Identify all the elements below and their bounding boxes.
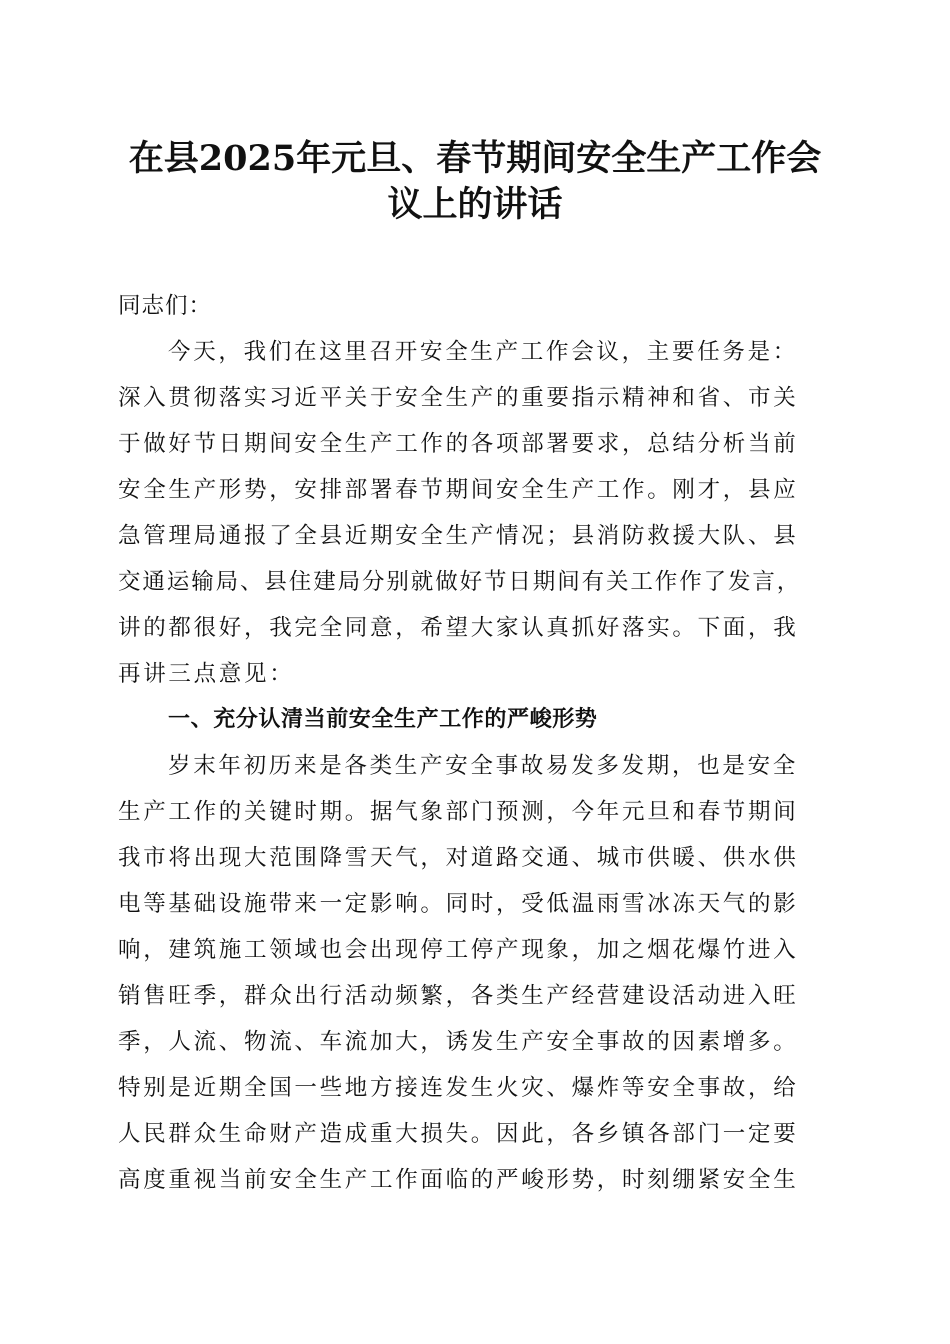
- paragraph-line: 电等基础设施带来一定影响。同时，受低温雨雪冰冻天气的影: [118, 891, 799, 917]
- document-body: [118, 283, 834, 1203]
- paragraph-line: 人民群众生命财产造成重大损失。因此，各乡镇各部门一定要: [118, 1121, 799, 1147]
- paragraph-line: 生产工作的关键时期。据气象部门预测，今年元旦和春节期间: [118, 799, 799, 825]
- paragraph-line: 响，建筑施工领域也会出现停工停产现象，加之烟花爆竹进入: [118, 937, 799, 963]
- title-line-1: 在县2025年元旦、春节期间安全生产工作会: [128, 138, 822, 179]
- paragraph-line: 高度重视当前安全生产工作面临的严峻形势，时刻绷紧安全生: [118, 1167, 799, 1193]
- paragraph-line: 讲的都很好，我完全同意，希望大家认真抓好落实。下面，我: [118, 615, 799, 641]
- paragraph-line: 安全生产形势，安排部署春节期间安全生产工作。刚才，县应: [118, 477, 799, 503]
- paragraph-line: 岁末年初历来是各类生产安全事故易发多发期，也是安全: [168, 753, 799, 779]
- salutation: 同志们：: [118, 293, 213, 319]
- paragraph-line: 再讲三点意见：: [118, 661, 295, 687]
- paragraph-line: 我市将出现大范围降雪天气，对道路交通、城市供暖、供水供: [118, 845, 799, 871]
- paragraph-line: 今天，我们在这里召开安全生产工作会议，主要任务是：: [168, 339, 799, 365]
- paragraph-line: 深入贯彻落实习近平关于安全生产的重要指示精神和省、市关: [118, 385, 799, 411]
- paragraph-line: 交通运输局、县住建局分别就做好节日期间有关工作作了发言，: [118, 569, 802, 595]
- paragraph-line: 于做好节日期间安全生产工作的各项部署要求，总结分析当前: [118, 431, 799, 457]
- document-title: [110, 136, 840, 228]
- paragraph-line: 销售旺季，群众出行活动频繁，各类生产经营建设活动进入旺: [118, 983, 799, 1009]
- paragraph-line: 季，人流、物流、车流加大，诱发生产安全事故的因素增多。: [118, 1029, 799, 1055]
- section-heading: 一、充分认清当前安全生产工作的严峻形势: [168, 707, 598, 732]
- paragraph-line: 急管理局通报了全县近期安全生产情况；县消防救援大队、县: [118, 523, 799, 549]
- title-line-2: 议上的讲话: [387, 184, 563, 225]
- paragraph-line: 特别是近期全国一些地方接连发生火灾、爆炸等安全事故，给: [118, 1075, 799, 1101]
